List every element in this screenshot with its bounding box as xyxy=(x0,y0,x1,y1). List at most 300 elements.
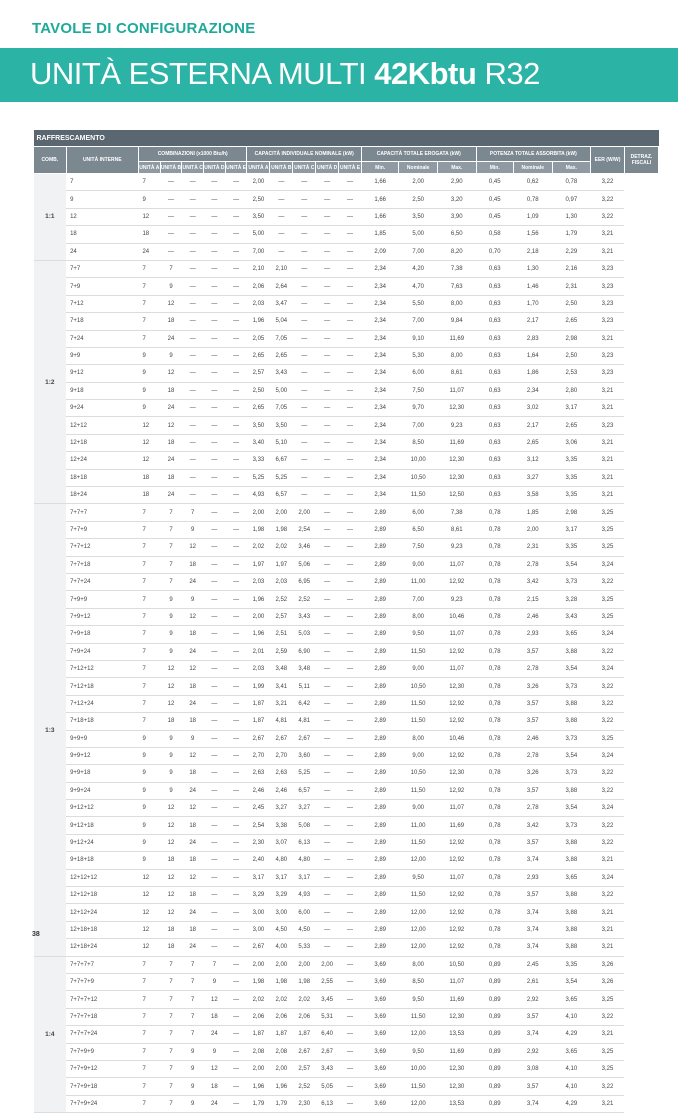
table-cell: 12,92 xyxy=(437,747,476,764)
table-cell: — xyxy=(339,452,362,469)
table-cell: 8,61 xyxy=(437,365,476,382)
table-cell: 12 xyxy=(160,834,182,851)
table-cell: 0,62 xyxy=(513,174,552,191)
table-cell: 3,74 xyxy=(513,904,552,921)
table-cell: 8,50 xyxy=(399,973,438,990)
unita-interne-cell: 7+12+18 xyxy=(66,678,138,695)
table-cell: 11,50 xyxy=(399,695,438,712)
table-cell: — xyxy=(316,800,339,817)
table-cell: — xyxy=(204,347,226,364)
table-cell: 12 xyxy=(138,904,160,921)
table-cell: 1,66 xyxy=(361,208,398,225)
table-cell: — xyxy=(339,382,362,399)
table-cell: 2,65 xyxy=(552,313,591,330)
table-cell: 3,57 xyxy=(513,1078,552,1095)
table-cell: 12,50 xyxy=(437,487,476,504)
table-cell: — xyxy=(339,678,362,695)
table-cell: — xyxy=(225,260,247,277)
table-cell: 7 xyxy=(138,678,160,695)
table-cell: 18 xyxy=(138,226,160,243)
table-cell: 3,23 xyxy=(591,278,625,295)
table-cell: 2,45 xyxy=(247,800,270,817)
table-cell: — xyxy=(182,417,204,434)
table-cell: 0,89 xyxy=(476,1026,513,1043)
table-cell: — xyxy=(204,713,226,730)
table-cell: 3,25 xyxy=(591,730,625,747)
table-cell: — xyxy=(293,434,316,451)
table-cell: 18 xyxy=(182,765,204,782)
table-cell: 9 xyxy=(204,1043,226,1060)
table-cell: 7 xyxy=(160,1078,182,1095)
section-label: RAFFRESCAMENTO xyxy=(34,130,659,147)
table-cell: — xyxy=(204,765,226,782)
table-cell: — xyxy=(316,452,339,469)
table-cell: — xyxy=(182,208,204,225)
table-cell: 2,78 xyxy=(513,556,552,573)
table-cell: — xyxy=(204,556,226,573)
table-cell: 2,89 xyxy=(361,608,398,625)
table-cell: 5,10 xyxy=(270,434,293,451)
table-cell: 3,73 xyxy=(552,730,591,747)
table-cell: 4,80 xyxy=(270,852,293,869)
table-cell: 12,00 xyxy=(399,904,438,921)
table-cell: 18 xyxy=(160,469,182,486)
table-cell: — xyxy=(316,834,339,851)
table-cell: 0,89 xyxy=(476,973,513,990)
table-cell: 7 xyxy=(138,313,160,330)
table-cell: — xyxy=(316,382,339,399)
table-cell: 18 xyxy=(160,382,182,399)
table-cell: 18 xyxy=(204,1078,226,1095)
table-cell: 7 xyxy=(138,556,160,573)
table-cell: 8,50 xyxy=(399,434,438,451)
table-cell: 3,17 xyxy=(270,869,293,886)
table-cell: 12 xyxy=(160,695,182,712)
table-cell: 2,53 xyxy=(552,365,591,382)
sub-header-cell: Nominale xyxy=(513,162,552,174)
table-cell: 2,83 xyxy=(513,330,552,347)
sub-header-cell: Min. xyxy=(476,162,513,174)
table-cell: — xyxy=(270,243,293,260)
table-cell: 2,06 xyxy=(270,1008,293,1025)
table-cell: 2,54 xyxy=(247,817,270,834)
table-cell: — xyxy=(225,452,247,469)
table-cell: — xyxy=(204,382,226,399)
table-cell: 9,84 xyxy=(437,313,476,330)
table-cell: 9 xyxy=(160,608,182,625)
table-cell: — xyxy=(339,991,362,1008)
table-cell: 24 xyxy=(182,643,204,660)
table-cell: 3,23 xyxy=(591,260,625,277)
table-cell: — xyxy=(316,939,339,956)
table-cell: 9,50 xyxy=(399,1043,438,1060)
table-cell: 9,50 xyxy=(399,869,438,886)
table-cell: 4,81 xyxy=(270,713,293,730)
table-cell: 3,57 xyxy=(513,782,552,799)
table-cell: 7 xyxy=(160,556,182,573)
table-cell: 2,65 xyxy=(513,434,552,451)
table-cell: — xyxy=(225,191,247,208)
table-cell: — xyxy=(339,260,362,277)
table-cell: 2,09 xyxy=(361,243,398,260)
table-cell: — xyxy=(204,278,226,295)
table-cell: — xyxy=(339,643,362,660)
table-cell: 3,25 xyxy=(591,608,625,625)
table-cell: 0,78 xyxy=(476,730,513,747)
table-cell: 3,43 xyxy=(552,608,591,625)
table-cell: 2,08 xyxy=(247,1043,270,1060)
table-row xyxy=(34,313,659,330)
table-cell: 2,50 xyxy=(399,191,438,208)
table-cell: 12 xyxy=(138,208,160,225)
table-cell: — xyxy=(316,678,339,695)
table-cell: 1,98 xyxy=(293,973,316,990)
table-cell: 3,02 xyxy=(513,400,552,417)
table-cell: 18 xyxy=(160,434,182,451)
table-cell: — xyxy=(204,695,226,712)
table-cell: — xyxy=(293,452,316,469)
table-row xyxy=(34,921,659,938)
table-cell: 2,89 xyxy=(361,747,398,764)
table-cell: 5,06 xyxy=(293,556,316,573)
unita-interne-cell: 7+18+18 xyxy=(66,713,138,730)
table-cell: 3,17 xyxy=(552,521,591,538)
table-cell: — xyxy=(316,469,339,486)
table-cell: 3,73 xyxy=(552,765,591,782)
unita-interne-cell: 9+12+18 xyxy=(66,817,138,834)
sub-header-cell: UNITÀ C xyxy=(293,162,316,174)
table-cell: 24 xyxy=(182,573,204,590)
table-cell: 2,67 xyxy=(270,730,293,747)
table-cell: 9,50 xyxy=(399,991,438,1008)
table-cell: 6,42 xyxy=(293,695,316,712)
table-cell: 5,11 xyxy=(293,678,316,695)
table-cell: 12,30 xyxy=(437,400,476,417)
table-cell: 3,08 xyxy=(513,1060,552,1077)
unita-interne-cell: 18+18 xyxy=(66,469,138,486)
table-cell: 11,07 xyxy=(437,800,476,817)
table-cell: — xyxy=(225,608,247,625)
table-cell: — xyxy=(316,278,339,295)
table-cell: 1,79 xyxy=(552,226,591,243)
table-row xyxy=(34,713,659,730)
table-cell: — xyxy=(225,1026,247,1043)
table-cell: 7 xyxy=(182,504,204,521)
table-cell: — xyxy=(293,365,316,382)
table-cell: — xyxy=(204,660,226,677)
table-cell: — xyxy=(339,626,362,643)
table-cell: 2,50 xyxy=(247,382,270,399)
table-cell: 0,78 xyxy=(476,643,513,660)
table-cell: 12 xyxy=(160,417,182,434)
table-cell: 0,78 xyxy=(476,521,513,538)
table-cell: 7 xyxy=(138,973,160,990)
banner-title-tail: R32 xyxy=(476,56,540,91)
table-cell: 3,00 xyxy=(270,904,293,921)
table-cell: 8,00 xyxy=(437,347,476,364)
table-cell: 2,89 xyxy=(361,556,398,573)
table-cell: 0,63 xyxy=(476,417,513,434)
table-row xyxy=(34,730,659,747)
table-cell: — xyxy=(225,1060,247,1077)
table-cell: 3,88 xyxy=(552,695,591,712)
table-cell: 1,30 xyxy=(552,208,591,225)
unita-interne-cell: 7+7 xyxy=(66,260,138,277)
table-cell: 2,31 xyxy=(513,539,552,556)
table-cell: 3,69 xyxy=(361,991,398,1008)
table-cell: — xyxy=(204,817,226,834)
table-row xyxy=(34,330,659,347)
table-cell: 7 xyxy=(138,1043,160,1060)
table-cell: 12,00 xyxy=(399,1026,438,1043)
table-cell: 3,22 xyxy=(591,782,625,799)
table-cell: — xyxy=(225,869,247,886)
table-cell: — xyxy=(293,417,316,434)
table-cell: 18 xyxy=(182,626,204,643)
table-cell: 3,54 xyxy=(552,800,591,817)
table-cell: — xyxy=(182,487,204,504)
table-cell: 18 xyxy=(182,713,204,730)
table-cell: — xyxy=(316,556,339,573)
table-cell: — xyxy=(339,834,362,851)
table-cell: 3,21 xyxy=(591,939,625,956)
table-cell: 3,88 xyxy=(552,904,591,921)
table-cell: 11,69 xyxy=(437,991,476,1008)
table-cell: 3,21 xyxy=(591,852,625,869)
table-cell: 3,69 xyxy=(361,1043,398,1060)
table-cell: — xyxy=(316,660,339,677)
table-cell: 12,92 xyxy=(437,852,476,869)
table-cell: — xyxy=(316,347,339,364)
table-cell: 5,30 xyxy=(399,347,438,364)
table-cell: 0,78 xyxy=(476,834,513,851)
table-cell: 2,00 xyxy=(270,504,293,521)
table-cell: 11,50 xyxy=(399,487,438,504)
table-cell: 11,07 xyxy=(437,869,476,886)
table-cell: 1,98 xyxy=(270,521,293,538)
table-cell: 6,00 xyxy=(399,365,438,382)
table-cell: 2,89 xyxy=(361,817,398,834)
table-cell: — xyxy=(182,469,204,486)
table-row xyxy=(34,817,659,834)
table-cell: 9 xyxy=(160,747,182,764)
table-cell: — xyxy=(225,765,247,782)
table-row xyxy=(34,347,659,364)
table-cell: 5,00 xyxy=(270,382,293,399)
table-cell: — xyxy=(316,921,339,938)
table-cell: 1,56 xyxy=(513,226,552,243)
table-cell: 11,50 xyxy=(399,834,438,851)
table-cell: 7 xyxy=(160,573,182,590)
header-combinazioni: COMBINAZIONI (x1000 Btu/h) xyxy=(138,147,247,162)
table-cell: 2,89 xyxy=(361,591,398,608)
table-cell: — xyxy=(204,174,226,191)
table-cell: 5,50 xyxy=(399,295,438,312)
table-cell: 3,48 xyxy=(293,660,316,677)
table-cell: 2,00 xyxy=(399,174,438,191)
table-cell: — xyxy=(204,243,226,260)
table-cell: 1,30 xyxy=(513,260,552,277)
unita-interne-cell: 7+9+12 xyxy=(66,608,138,625)
table-row xyxy=(34,1095,659,1112)
table-cell: 3,74 xyxy=(513,921,552,938)
unita-interne-cell: 7+9+9 xyxy=(66,591,138,608)
table-cell: 9 xyxy=(138,834,160,851)
unita-interne-cell: 7+9+24 xyxy=(66,643,138,660)
table-cell: 2,00 xyxy=(293,504,316,521)
table-cell: 12 xyxy=(160,295,182,312)
table-cell: — xyxy=(339,1095,362,1112)
table-cell: — xyxy=(204,313,226,330)
table-cell: — xyxy=(204,591,226,608)
table-cell: 12 xyxy=(160,678,182,695)
table-cell: 3,21 xyxy=(591,452,625,469)
table-cell: — xyxy=(182,260,204,277)
table-row xyxy=(34,417,659,434)
table-cell: 2,89 xyxy=(361,678,398,695)
table-cell: 24 xyxy=(160,487,182,504)
table-cell: 9,00 xyxy=(399,556,438,573)
table-cell: 9,23 xyxy=(437,539,476,556)
table-row xyxy=(34,382,659,399)
table-cell: 13,53 xyxy=(437,1095,476,1112)
unita-interne-cell: 7 xyxy=(66,174,138,191)
table-cell: 18 xyxy=(182,678,204,695)
table-cell: 2,06 xyxy=(247,278,270,295)
table-cell: — xyxy=(339,469,362,486)
table-cell: 2,78 xyxy=(513,800,552,817)
table-cell: 9 xyxy=(138,800,160,817)
table-cell: 0,45 xyxy=(476,191,513,208)
table-cell: 1,97 xyxy=(247,556,270,573)
table-cell: 1,85 xyxy=(513,504,552,521)
table-cell: — xyxy=(204,643,226,660)
table-cell: 3,25 xyxy=(591,991,625,1008)
table-cell: 11,50 xyxy=(399,782,438,799)
table-cell: — xyxy=(293,347,316,364)
table-cell: 2,89 xyxy=(361,713,398,730)
table-cell: 12 xyxy=(138,417,160,434)
table-cell: 2,00 xyxy=(270,956,293,973)
table-cell: 2,78 xyxy=(513,660,552,677)
table-cell: 2,00 xyxy=(247,1060,270,1077)
table-cell: 2,89 xyxy=(361,800,398,817)
table-cell: 2,05 xyxy=(247,330,270,347)
table-cell: 9,50 xyxy=(399,626,438,643)
table-cell: — xyxy=(204,487,226,504)
table-cell: 1,87 xyxy=(293,1026,316,1043)
table-cell: 2,02 xyxy=(270,991,293,1008)
table-cell: — xyxy=(339,817,362,834)
table-cell: 3,23 xyxy=(591,365,625,382)
header-potenza-totale: POTENZA TOTALE ASSORBITA (kW) xyxy=(476,147,591,162)
table-cell: 9 xyxy=(160,782,182,799)
table-cell: 9 xyxy=(138,747,160,764)
table-cell: 2,80 xyxy=(552,382,591,399)
table-cell: 4,10 xyxy=(552,1060,591,1077)
table-cell: — xyxy=(204,852,226,869)
table-cell: 3,65 xyxy=(552,1043,591,1060)
unita-interne-cell: 12+18+18 xyxy=(66,921,138,938)
table-cell: 3,69 xyxy=(361,1060,398,1077)
table-row xyxy=(34,365,659,382)
table-cell: 3,35 xyxy=(552,469,591,486)
table-cell: 2,34 xyxy=(361,278,398,295)
table-cell: 9 xyxy=(160,765,182,782)
table-row xyxy=(34,939,659,956)
table-cell: 9,00 xyxy=(399,800,438,817)
table-cell: — xyxy=(339,313,362,330)
table-cell: 9 xyxy=(138,765,160,782)
table-cell: 3,43 xyxy=(293,608,316,625)
table-cell: 2,00 xyxy=(247,956,270,973)
table-row xyxy=(34,834,659,851)
table-cell: 3,50 xyxy=(399,208,438,225)
table-cell: 3,22 xyxy=(591,1078,625,1095)
table-cell: 12 xyxy=(182,800,204,817)
table-cell: — xyxy=(339,556,362,573)
table-cell: 4,80 xyxy=(293,852,316,869)
table-cell: 12,30 xyxy=(437,1008,476,1025)
table-cell: — xyxy=(339,521,362,538)
table-cell: 7,38 xyxy=(437,260,476,277)
table-cell: 7 xyxy=(138,521,160,538)
table-row xyxy=(34,800,659,817)
table-cell: 0,89 xyxy=(476,1008,513,1025)
table-cell: — xyxy=(316,852,339,869)
table-cell: 7 xyxy=(138,626,160,643)
table-cell: 3,21 xyxy=(591,487,625,504)
table-cell: — xyxy=(204,208,226,225)
table-cell: 2,10 xyxy=(270,260,293,277)
table-cell: — xyxy=(339,191,362,208)
table-cell: 7 xyxy=(138,643,160,660)
table-cell: 0,78 xyxy=(476,591,513,608)
unita-interne-cell: 7+7+7 xyxy=(66,504,138,521)
table-cell: — xyxy=(182,313,204,330)
table-row xyxy=(34,1078,659,1095)
table-cell: 0,63 xyxy=(476,400,513,417)
table-cell: 3,65 xyxy=(552,991,591,1008)
table-cell: 7,05 xyxy=(270,400,293,417)
table-cell: 2,89 xyxy=(361,626,398,643)
table-cell: 2,90 xyxy=(437,174,476,191)
banner-title xyxy=(30,56,540,92)
table-cell: 2,34 xyxy=(361,469,398,486)
table-cell: 12,30 xyxy=(437,1078,476,1095)
header-unita-interne: UNITÀ INTERNE xyxy=(66,147,138,174)
table-cell: — xyxy=(339,973,362,990)
table-cell: 1,87 xyxy=(247,1026,270,1043)
table-row xyxy=(34,887,659,904)
table-cell: 3,69 xyxy=(361,1078,398,1095)
table-row xyxy=(34,260,659,277)
table-cell: 3,21 xyxy=(591,400,625,417)
table-row xyxy=(34,991,659,1008)
table-cell: 10,50 xyxy=(399,765,438,782)
table-cell: 7,00 xyxy=(399,591,438,608)
table-cell: 3,57 xyxy=(513,1008,552,1025)
table-cell: 7,05 xyxy=(270,330,293,347)
table-cell: 3,22 xyxy=(591,887,625,904)
table-cell: 2,08 xyxy=(270,1043,293,1060)
table-cell: 2,92 xyxy=(513,991,552,1008)
table-cell: 0,78 xyxy=(476,713,513,730)
table-cell: 3,27 xyxy=(513,469,552,486)
table-cell: 2,17 xyxy=(513,313,552,330)
table-cell: — xyxy=(204,434,226,451)
unita-interne-cell: 9+12+12 xyxy=(66,800,138,817)
